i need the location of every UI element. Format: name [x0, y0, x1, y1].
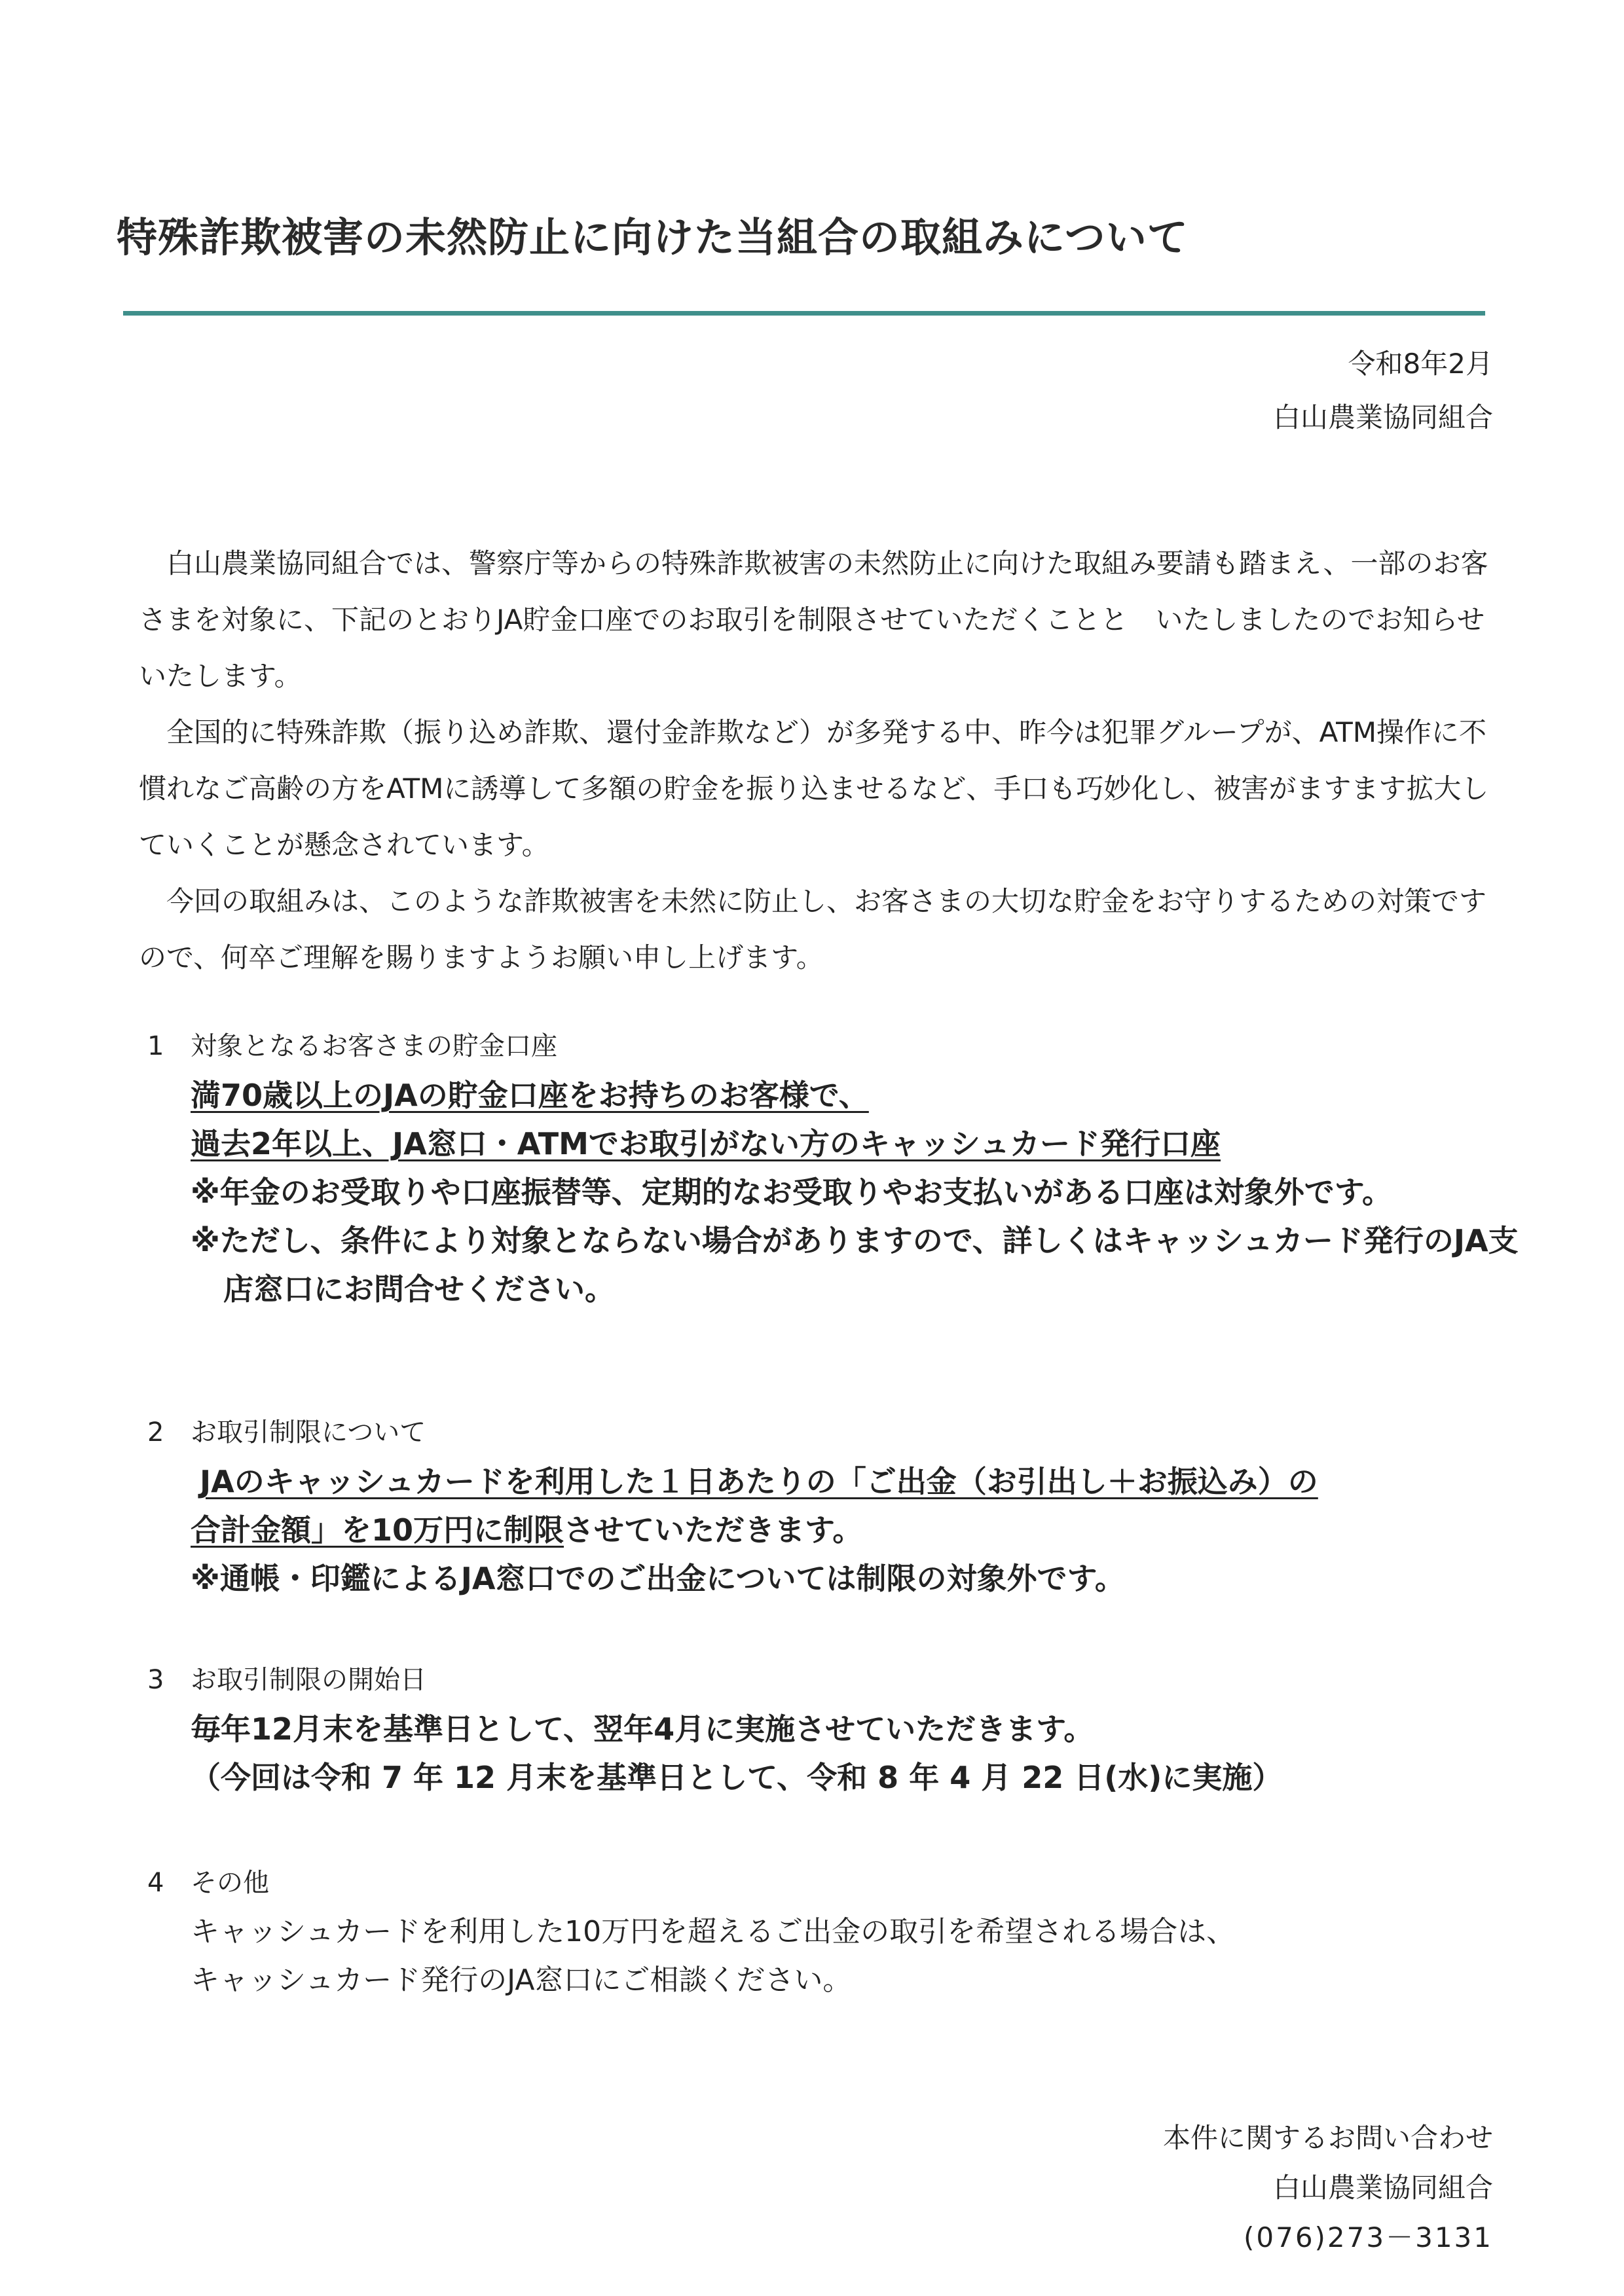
issuer-organization: 白山農業協同組合 [1272, 401, 1493, 433]
section-title: お取引制限の開始日 [191, 1665, 426, 1695]
section-target-accounts [147, 1021, 1522, 1313]
section-title: 対象となるお客さまの貯金口座 [191, 1031, 557, 1061]
emphasis-line: 満70歳以上のJAの貯金口座をお持ちのお客様で、 [191, 1078, 869, 1113]
section-number: 2 [147, 1417, 164, 1448]
note-line: ※ただし、条件により対象とならない場合がありますので、詳しくはキャッシュカード発行のJA支店窓口にお問合せください。 [191, 1223, 1519, 1307]
emphasis-line: 過去2年以上、JA窓口・ATMでお取引がない方のキャッシュカード発行口座 [191, 1126, 1221, 1161]
intro-paragraph: 全国的に特殊詐欺（振り込め詐欺、還付金詐欺など）が多発する中、昨今は犯罪グループが、ATM操作に不慣れなご高齢の方をATMに誘導して多額の貯金を振り込ませるなど、手口も巧妙化し、被害がますます拡大していくことが懸念されています。 [139, 716, 1489, 861]
intro-paragraph: 白山農業協同組合では、警察庁等からの特殊詐欺被害の未然防止に向けた取組み要請も踏まえ、一部のお客さまを対象に、下記のとおりJA貯金口座でのお取引を制限させていただくことと いたしましたのでお知らせいたします。 [139, 547, 1488, 692]
section-title: その他 [191, 1868, 269, 1898]
start-date-line: （今回は令和 7 年 12 月末を基準日として、令和 8 年 4 月 22 日(水)に実施） [191, 1760, 1283, 1795]
contact-block [1163, 2113, 1493, 2263]
document-header [1273, 337, 1493, 445]
intro-text [139, 536, 1501, 986]
section-number: 4 [147, 1868, 164, 1898]
page-title: 特殊詐欺被害の未然防止に向けた当組合の取組みについて [117, 213, 1189, 261]
emphasis-line [191, 1506, 1522, 1554]
section-start-date [147, 1655, 1522, 1802]
section-number: 1 [147, 1031, 164, 1061]
section-number: 3 [147, 1665, 164, 1695]
contact-organization: 白山農業協同組合 [1272, 2172, 1493, 2204]
contact-phone: (076)273－3131 [1244, 2221, 1493, 2253]
intro-paragraph: 今回の取組みは、このような詐欺被害を未然に防止し、お客さまの大切な貯金をお守りするための対策ですので、何卒ご理解を賜りますようお願い申し上げます。 [139, 885, 1487, 974]
section-transaction-limit [147, 1408, 1522, 1603]
section-heading [147, 1021, 1522, 1071]
note-line: ※年金のお受取りや口座振替等、定期的なお受取りやお支払いがある口座は対象外です。 [191, 1175, 1393, 1210]
issue-date: 令和8年2月 [1348, 348, 1493, 380]
note-line: ※通帳・印鑑によるJA窓口でのご出金については制限の対象外です。 [191, 1561, 1125, 1596]
contact-label: 本件に関するお問い合わせ [1162, 2122, 1493, 2154]
emphasis-line: JAのキャッシュカードを利用した１日あたりの「ご出金（お引出し＋お振込み）の [200, 1464, 1318, 1499]
section-other [147, 1858, 1522, 2005]
section-heading [147, 1655, 1522, 1705]
emphasis-rest: させていただきます。 [564, 1512, 863, 1548]
section-title: お取引制限について [191, 1417, 426, 1448]
emphasis-underlined: 合計金額」を10万円に制限 [191, 1512, 564, 1548]
other-line: キャッシュカード発行のJA窓口にご相談ください。 [191, 1963, 852, 1997]
section-heading [147, 1858, 1522, 1908]
other-line: キャッシュカードを利用した10万円を超えるご出金の取引を希望される場合は、 [191, 1915, 1236, 1948]
title-divider [123, 311, 1485, 316]
start-date-line: 毎年12月末を基準日として、翌年4月に実施させていただきます。 [191, 1711, 1094, 1747]
section-heading [147, 1408, 1522, 1457]
